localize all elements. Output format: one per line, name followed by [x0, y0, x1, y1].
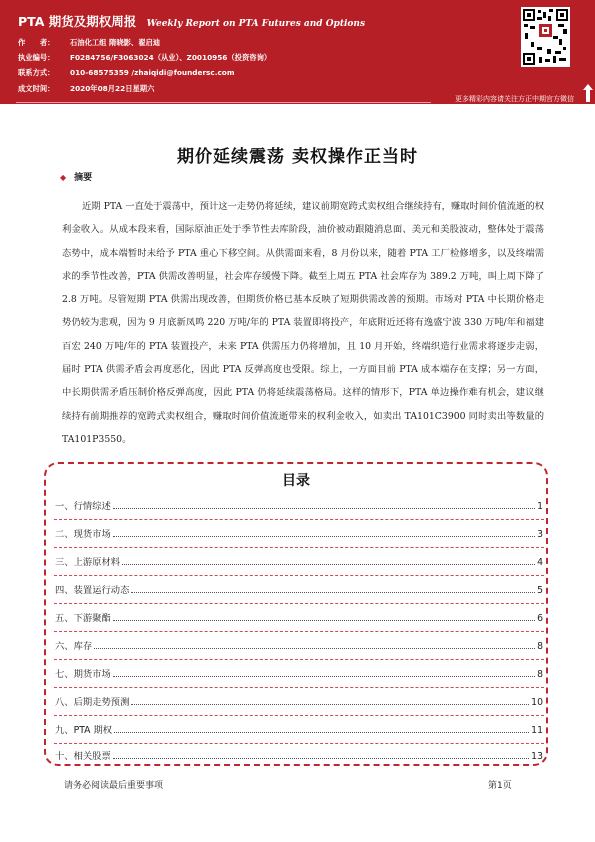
report-title-en: Weekly Report on PTA Futures and Options	[146, 19, 366, 29]
toc-item[interactable]	[55, 498, 543, 512]
toc-divider	[54, 575, 544, 576]
toc-item-page: 13	[531, 751, 543, 762]
toc-leader-dots	[131, 592, 535, 593]
toc-item-label: 三、上游原材料	[55, 557, 121, 568]
toc-item[interactable]	[55, 526, 543, 540]
toc-leader-dots	[113, 620, 535, 621]
wechat-banner-text: 更多精彩内容请关注方正中期官方微信	[455, 95, 574, 103]
toc-leader-dots	[94, 648, 535, 649]
toc-item[interactable]	[55, 610, 543, 624]
toc-item[interactable]	[55, 554, 543, 568]
meta-date	[18, 84, 154, 94]
toc-item-page: 8	[537, 641, 543, 652]
toc-leader-dots	[122, 564, 535, 565]
toc-divider	[54, 547, 544, 548]
toc-item-label: 六、库存	[55, 641, 93, 652]
report-header	[0, 0, 595, 104]
toc-item-page: 10	[531, 697, 543, 708]
toc-divider	[54, 659, 544, 660]
toc-item[interactable]	[55, 638, 543, 652]
abstract-heading-text: 摘要	[74, 173, 93, 183]
meta-author	[18, 38, 160, 48]
toc-item-label: 九、PTA 期权	[55, 725, 113, 736]
toc-item-page: 5	[537, 585, 543, 596]
document-title: 期价延续震荡 卖权操作正当时	[177, 147, 418, 167]
toc-item-page: 8	[537, 669, 543, 680]
toc-divider	[54, 519, 544, 520]
toc-divider	[54, 715, 544, 716]
abstract-text: 近期 PTA 一直处于震荡中，预计这一走势仍将延续，建议前期宽跨式卖权组合继续持有，赚取时间价值流逝的权利金收入。从成本段来看，国际原油正处于季节性去库阶段，油价被动跟随消息面、美元和美股波动，整体处于震荡态势中，成本端暂时未给予 PTA 重心下移空间。从供需面来看，8 月份以来，随着 PTA 工厂检修增多，以及终端需求的季节性改善，PTA 供需改善明显，社会库存缓慢下降。截至上周五 PTA 社会库存为 389.2 万吨，叫上周下降了 2.8 万吨。尽管短期 PTA 供需出现改善，但期货价格已基本反映了短期供需改善的预期。市场对 PTA 中长期价格走势仍较为悲观，因为 9 月底新凤鸣 220 万吨/年的 PTA 装置即将投产，年底附近还将有逸盛宁波 330 万吨/年和福建百宏 240 万吨/年的 PTA 装置投产，未来 PTA 供需压力仍将增加，且 10 月开始，终端织造行业需求将逐步走弱，届时 PTA 供需矛盾会再度恶化，因此 PTA 反弹高度也受限。综上，一方面目前 PTA 成本端存在支撑；另一方面，中长期供需矛盾压制价格反弹高度，因此 PTA 仍将延续震荡格局。这样的情形下，PTA 单边操作难有机会，建议继续持有前期推荐的宽跨式卖权组合，赚取时间价值流逝带来的权利金收入，如卖出 TA101C3900 同时卖出等数量的 TA101P3550。	[62, 201, 544, 445]
meta-license	[18, 53, 271, 63]
toc-item[interactable]	[55, 694, 543, 708]
toc-leader-dots	[114, 732, 529, 733]
toc-item-page: 3	[537, 529, 543, 540]
toc-leader-dots	[113, 536, 535, 537]
toc-item-label: 七、期货市场	[55, 669, 111, 680]
toc-item-page: 11	[531, 725, 543, 736]
up-arrow-icon	[583, 84, 593, 102]
toc-item-page: 4	[537, 557, 543, 568]
toc-leader-dots	[113, 676, 535, 677]
toc-divider	[54, 743, 544, 744]
meta-label: 成文时间：	[18, 84, 55, 93]
toc-item-label: 十、相关股票	[55, 751, 111, 762]
toc-item-label: 四、装置运行动态	[55, 585, 130, 596]
diamond-bullet-icon: ◆	[60, 173, 67, 182]
toc-item[interactable]	[55, 666, 543, 680]
toc-item-label: 八、后期走势预测	[55, 697, 130, 708]
toc-item[interactable]	[55, 582, 543, 596]
footer-notice: 请务必阅读最后重要事项	[64, 781, 164, 791]
meta-value: 石油化工组 隋晓影、翟启迪	[70, 38, 161, 47]
meta-label: 作 者：	[18, 38, 55, 47]
toc-item-page: 1	[537, 501, 543, 512]
abstract-heading	[60, 170, 92, 183]
toc-divider	[54, 631, 544, 632]
qr-code-icon	[521, 7, 570, 67]
toc-leader-dots	[113, 508, 535, 509]
meta-value: 2020年08月22日星期六	[70, 84, 155, 93]
toc-item[interactable]	[55, 722, 543, 736]
meta-value: 010-68575359 /zhaiqidi@foundersc.com	[70, 68, 235, 77]
toc-item-label: 一、行情综述	[55, 501, 111, 512]
toc-divider	[54, 603, 544, 604]
footer-page-number: 第1页	[488, 781, 512, 791]
toc-item-page: 6	[537, 613, 543, 624]
meta-contact	[18, 68, 234, 78]
toc-item-label: 五、下游聚酯	[55, 613, 111, 624]
toc-divider	[54, 687, 544, 688]
table-of-contents	[44, 462, 548, 766]
meta-label: 联系方式：	[18, 68, 55, 77]
report-title-cn: PTA 期货及期权周报	[18, 14, 137, 29]
header-divider	[16, 102, 431, 103]
toc-item-label: 二、现货市场	[55, 529, 111, 540]
toc-leader-dots	[131, 704, 529, 705]
toc-leader-dots	[113, 758, 529, 759]
toc-title: 目录	[282, 473, 310, 489]
meta-value: F0284756/F3063024（从业）、Z0010956（投资咨询）	[70, 53, 272, 62]
meta-label: 执业编号：	[18, 53, 55, 62]
toc-item[interactable]	[55, 748, 543, 762]
report-title	[18, 12, 365, 30]
